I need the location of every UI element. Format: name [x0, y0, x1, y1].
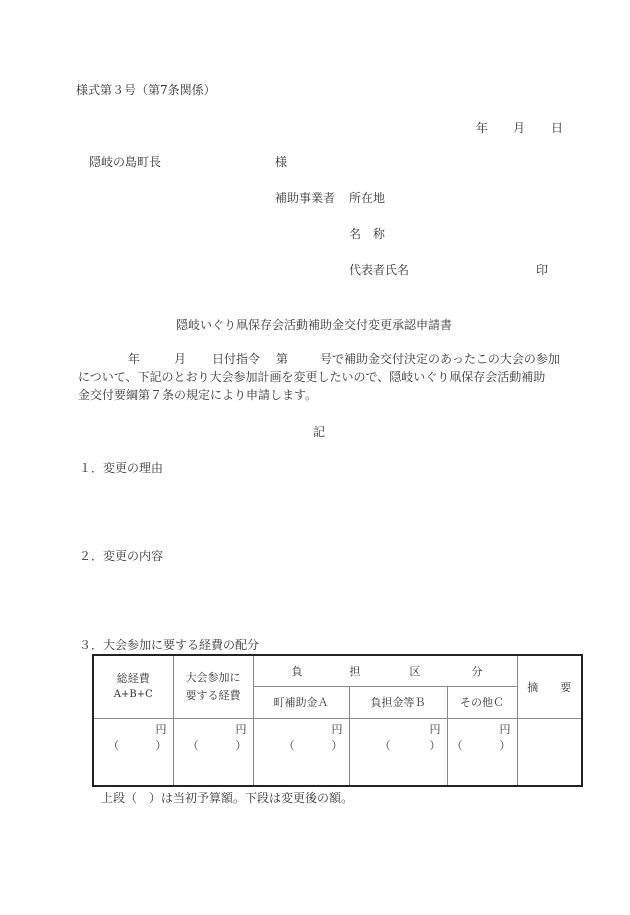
paren-close: ） — [429, 738, 441, 752]
burden-char-3: 区 — [409, 665, 421, 678]
section-reason: １．変更の理由 — [79, 461, 164, 475]
yen-unit: 円 — [499, 722, 511, 736]
header-total-label: 総経費 — [116, 671, 150, 685]
addressee-honorific: 様 — [275, 155, 288, 169]
table-note: 上段（ ）は当初予算額。下段は変更後の額。 — [101, 791, 354, 805]
paren-close: ） — [499, 738, 511, 752]
header-remarks: 摘 要 — [517, 655, 582, 718]
form-number: 様式第３号（第7条関係） — [76, 83, 216, 97]
seal-mark: 印 — [536, 263, 549, 277]
body-line-3: 金交付要綱第７条の規定により申請します。 — [78, 388, 318, 402]
date-year: 年 — [476, 121, 489, 135]
cell-other[interactable] — [447, 718, 517, 786]
header-town-subsidy: 町補助金Ａ — [253, 686, 349, 718]
applicant-label: 補助事業者 — [275, 191, 336, 205]
body-month: 月 — [174, 352, 187, 366]
body-number-prefix: 第 — [276, 352, 289, 366]
body-date-directive: 日付指令 — [212, 352, 261, 366]
date-month: 月 — [513, 121, 526, 135]
cell-remarks[interactable] — [517, 718, 582, 786]
header-total-formula: A+B+C — [113, 688, 153, 700]
paren-close: ） — [331, 738, 343, 752]
representative-label: 代表者氏名 — [349, 263, 410, 277]
paren-open: （ — [187, 738, 199, 752]
date-day: 日 — [551, 121, 564, 135]
header-contribution: 負担金等Ｂ — [349, 686, 447, 718]
cell-total[interactable] — [93, 718, 173, 786]
burden-char-1: 負 — [291, 665, 303, 678]
expense-table — [92, 654, 583, 787]
yen-unit: 円 — [155, 722, 167, 736]
paren-close: ） — [155, 738, 167, 752]
body-line-2: について、下記のとおり大会参加計画を変更したいので、隠岐いぐり凧保存会活動補助 — [78, 370, 546, 384]
paren-open: （ — [108, 738, 119, 752]
section-content: ２．変更の内容 — [79, 549, 164, 563]
paren-open: （ — [379, 738, 391, 752]
paren-close: ） — [235, 738, 247, 752]
section-expense: ３．大会参加に要する経費の配分 — [79, 638, 260, 652]
cell-town-subsidy[interactable] — [253, 718, 349, 786]
cell-contribution[interactable] — [349, 718, 447, 786]
address-label: 所在地 — [349, 191, 386, 205]
header-total — [93, 655, 173, 718]
addressee-name: 隠岐の島町長 — [89, 155, 162, 169]
yen-unit: 円 — [429, 722, 441, 736]
header-required — [173, 655, 253, 718]
header-other: その他Ｃ — [447, 686, 517, 718]
body-line1-rest: 号で補助金交付決定のあったこの大会の参加 — [320, 352, 560, 366]
yen-unit: 円 — [331, 722, 343, 736]
paren-open: （ — [451, 738, 463, 752]
document-title: 隠岐いぐり凧保存会活動補助金交付変更承認申請書 — [176, 318, 453, 332]
burden-char-4: 分 — [471, 665, 483, 678]
body-year: 年 — [128, 352, 141, 366]
header-required-line1: 大会参加に — [185, 670, 241, 684]
cell-required[interactable] — [173, 718, 253, 786]
yen-unit: 円 — [235, 722, 247, 736]
ki-marker: 記 — [313, 425, 326, 439]
burden-char-2: 担 — [349, 665, 361, 678]
paren-open: （ — [283, 738, 295, 752]
name-label: 名 称 — [349, 227, 386, 241]
header-burden — [253, 655, 517, 686]
header-required-line2: 要する経費 — [185, 688, 241, 702]
